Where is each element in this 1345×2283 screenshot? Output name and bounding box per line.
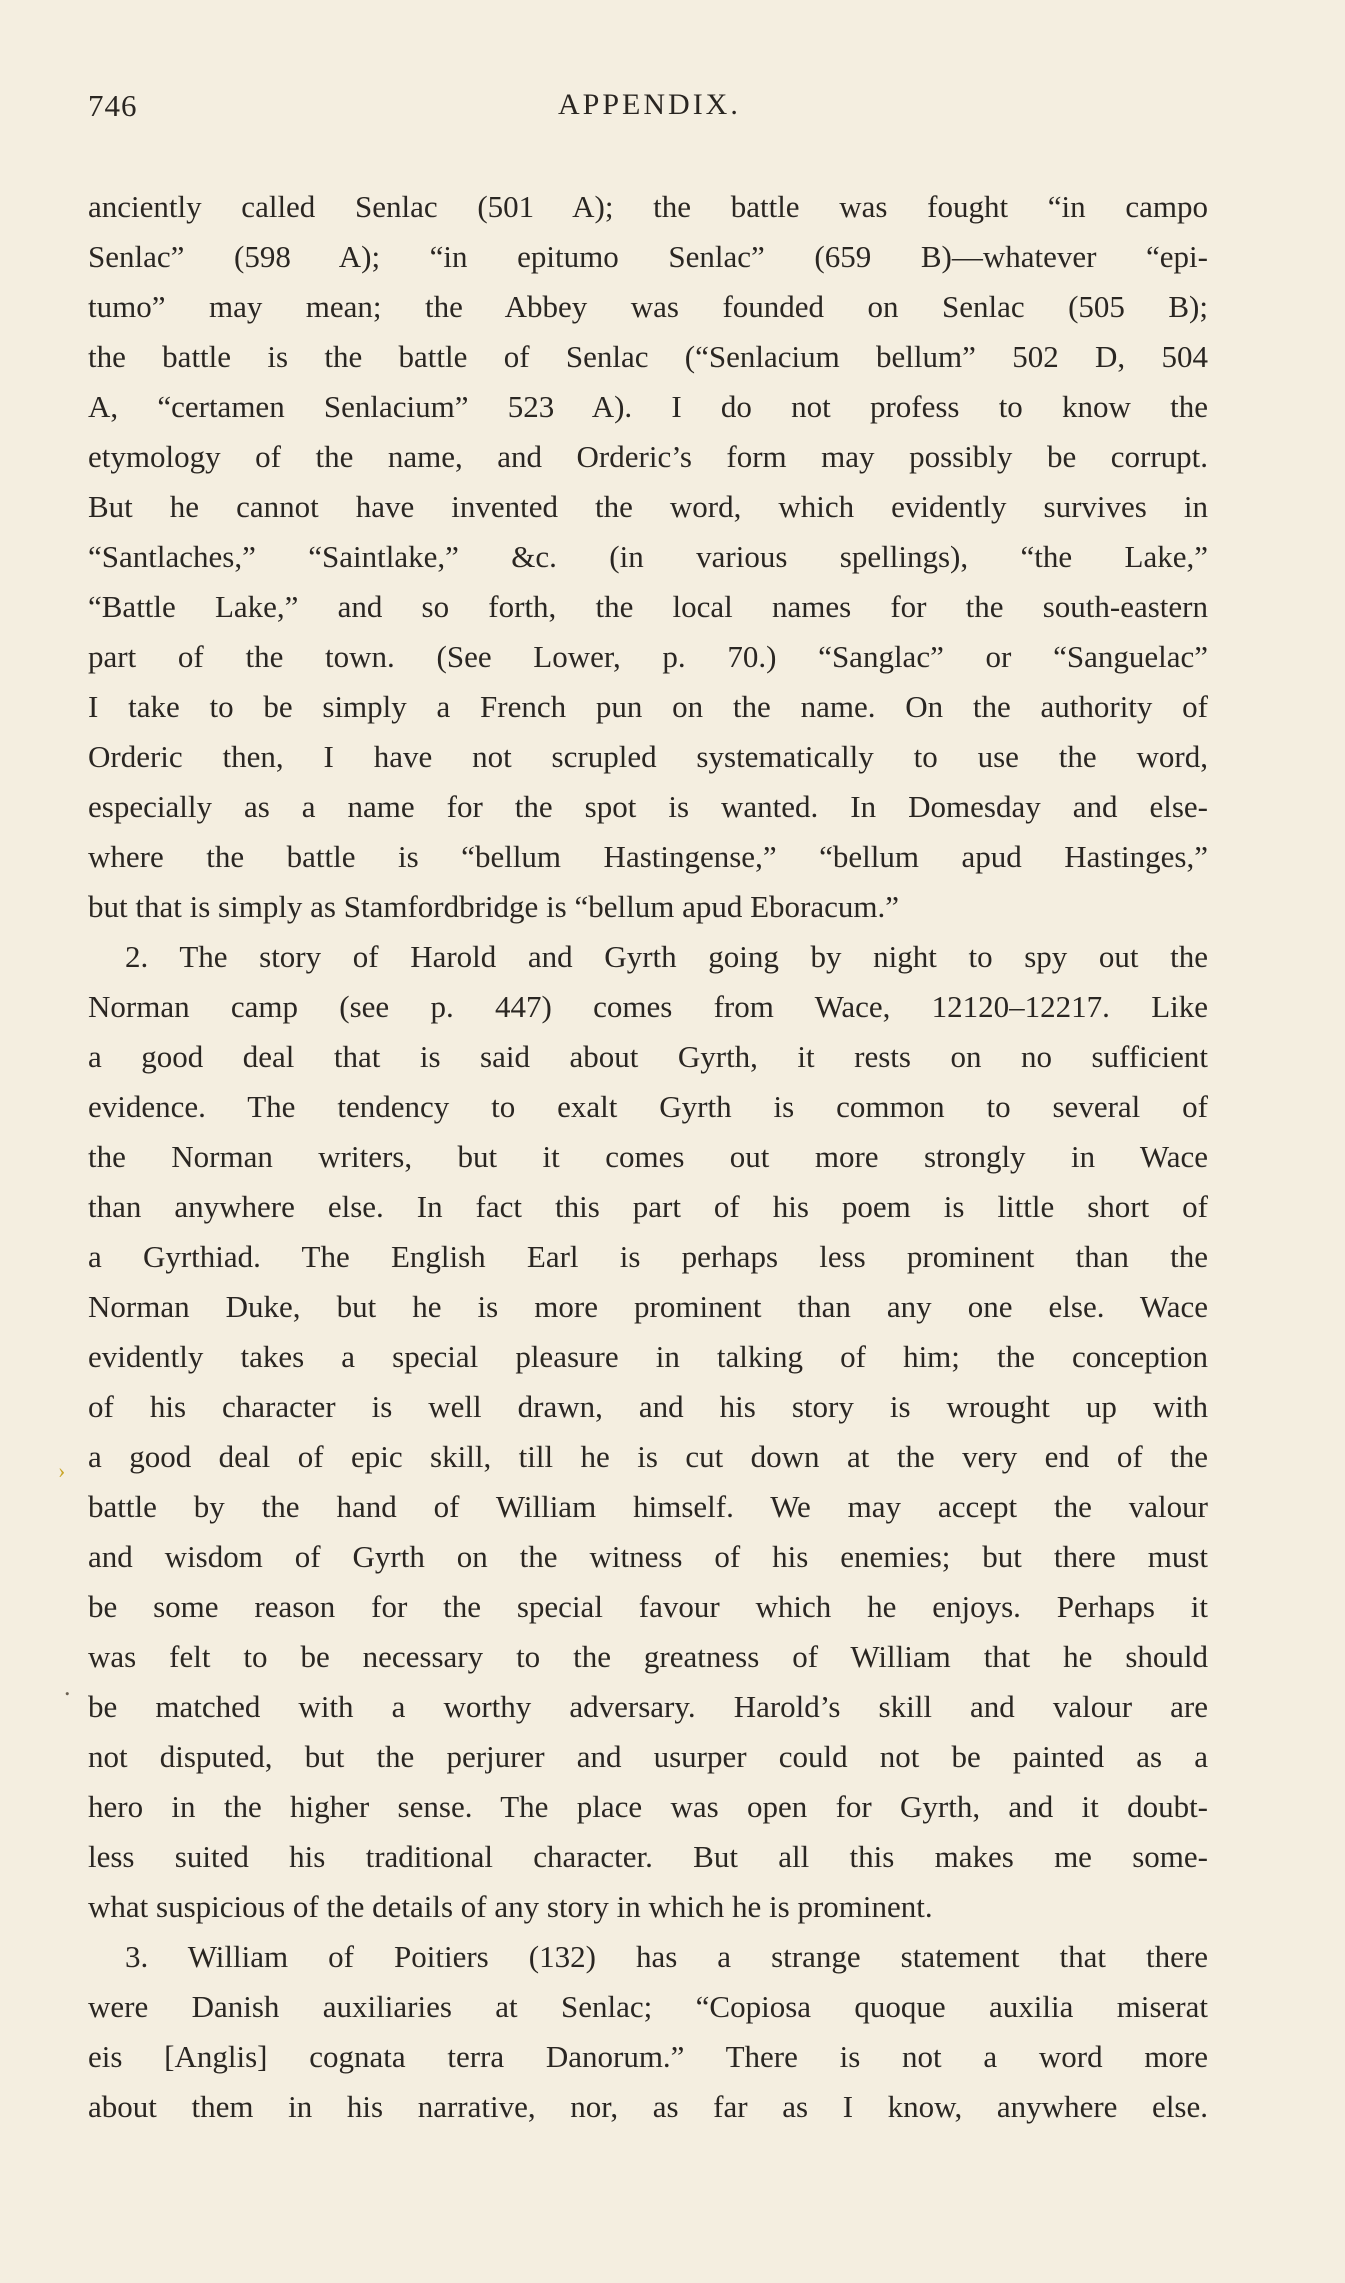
text-line: tumo” may mean; the Abbey was founded on Senlac (505 B); bbox=[88, 289, 1208, 324]
text-line: evidently takes a special pleasure in talking of him; the conception bbox=[88, 1339, 1208, 1374]
text-line: a Gyrthiad. The English Earl is perhaps less prominent than the bbox=[88, 1239, 1208, 1274]
body-text bbox=[88, 182, 1208, 2132]
paragraph-start-line: 3. William of Poitiers (132) has a strange statement that there bbox=[125, 1939, 1208, 1974]
text-line: “Battle Lake,” and so forth, the local names for the south-eastern bbox=[88, 589, 1208, 624]
margin-dot-mark: . bbox=[64, 1672, 71, 1701]
text-line: what suspicious of the details of any story in which he is prominent. bbox=[88, 1889, 933, 1924]
text-line: was felt to be necessary to the greatness of William that he should bbox=[88, 1639, 1208, 1674]
text-line: and wisdom of Gyrth on the witness of his enemies; but there must bbox=[88, 1539, 1208, 1574]
text-line: the Norman writers, but it comes out more strongly in Wace bbox=[88, 1139, 1208, 1174]
text-line: A, “certamen Senlacium” 523 A). I do not profess to know the bbox=[88, 389, 1208, 424]
text-line: not disputed, but the perjurer and usurper could not be painted as a bbox=[88, 1739, 1208, 1774]
paragraph-start-line: 2. The story of Harold and Gyrth going by night to spy out the bbox=[125, 939, 1208, 974]
page-header bbox=[88, 88, 1208, 148]
running-head: APPENDIX. bbox=[558, 88, 741, 121]
text-line: etymology of the name, and Orderic’s form may possibly be corrupt. bbox=[88, 439, 1208, 474]
text-line: a good deal of epic skill, till he is cut down at the very end of the bbox=[88, 1439, 1208, 1474]
text-line: I take to be simply a French pun on the name. On the authority of bbox=[88, 689, 1208, 724]
text-line: but that is simply as Stamfordbridge is “bellum apud Eboracum.” bbox=[88, 889, 900, 924]
text-line: But he cannot have invented the word, which evidently survives in bbox=[88, 489, 1208, 524]
text-line: a good deal that is said about Gyrth, it rests on no sufficient bbox=[88, 1039, 1208, 1074]
text-line: be some reason for the special favour which he enjoys. Perhaps it bbox=[88, 1589, 1208, 1624]
text-line: Senlac” (598 A); “in epitumo Senlac” (659 B)—whatever “epi- bbox=[88, 239, 1208, 274]
text-line: than anywhere else. In fact this part of his poem is little short of bbox=[88, 1189, 1208, 1224]
text-line: less suited his traditional character. But all this makes me some- bbox=[88, 1839, 1208, 1874]
text-line: part of the town. (See Lower, p. 70.) “Sanglac” or “Sanguelac” bbox=[88, 639, 1208, 674]
text-line: where the battle is “bellum Hastingense,” “bellum apud Hastinges,” bbox=[88, 839, 1208, 874]
text-line: battle by the hand of William himself. We may accept the valour bbox=[88, 1489, 1208, 1524]
text-line: evidence. The tendency to exalt Gyrth is common to several of bbox=[88, 1089, 1208, 1124]
text-line: Norman camp (see p. 447) comes from Wace, 12120–12217. Like bbox=[88, 989, 1208, 1024]
text-line: anciently called Senlac (501 A); the battle was fought “in campo bbox=[88, 189, 1208, 224]
text-line: “Santlaches,” “Saintlake,” &c. (in various spellings), “the Lake,” bbox=[88, 539, 1208, 574]
page-number: 746 bbox=[88, 88, 138, 123]
text-line: especially as a name for the spot is wanted. In Domesday and else- bbox=[88, 789, 1208, 824]
text-line: were Danish auxiliaries at Senlac; “Copiosa quoque auxilia miserat bbox=[88, 1989, 1208, 2024]
pencil-tick-mark: › bbox=[58, 1458, 66, 1483]
text-line: Orderic then, I have not scrupled systematically to use the word, bbox=[88, 739, 1208, 774]
text-line: the battle is the battle of Senlac (“Senlacium bellum” 502 D, 504 bbox=[88, 339, 1208, 374]
text-line: eis [Anglis] cognata terra Danorum.” There is not a word more bbox=[88, 2039, 1208, 2074]
text-line: about them in his narrative, nor, as far as I know, anywhere else. bbox=[88, 2089, 1208, 2124]
text-line: be matched with a worthy adversary. Harold’s skill and valour are bbox=[88, 1689, 1208, 1724]
text-line: of his character is well drawn, and his story is wrought up with bbox=[88, 1389, 1208, 1424]
text-line: hero in the higher sense. The place was open for Gyrth, and it doubt- bbox=[88, 1789, 1208, 1824]
text-line: Norman Duke, but he is more prominent than any one else. Wace bbox=[88, 1289, 1208, 1324]
